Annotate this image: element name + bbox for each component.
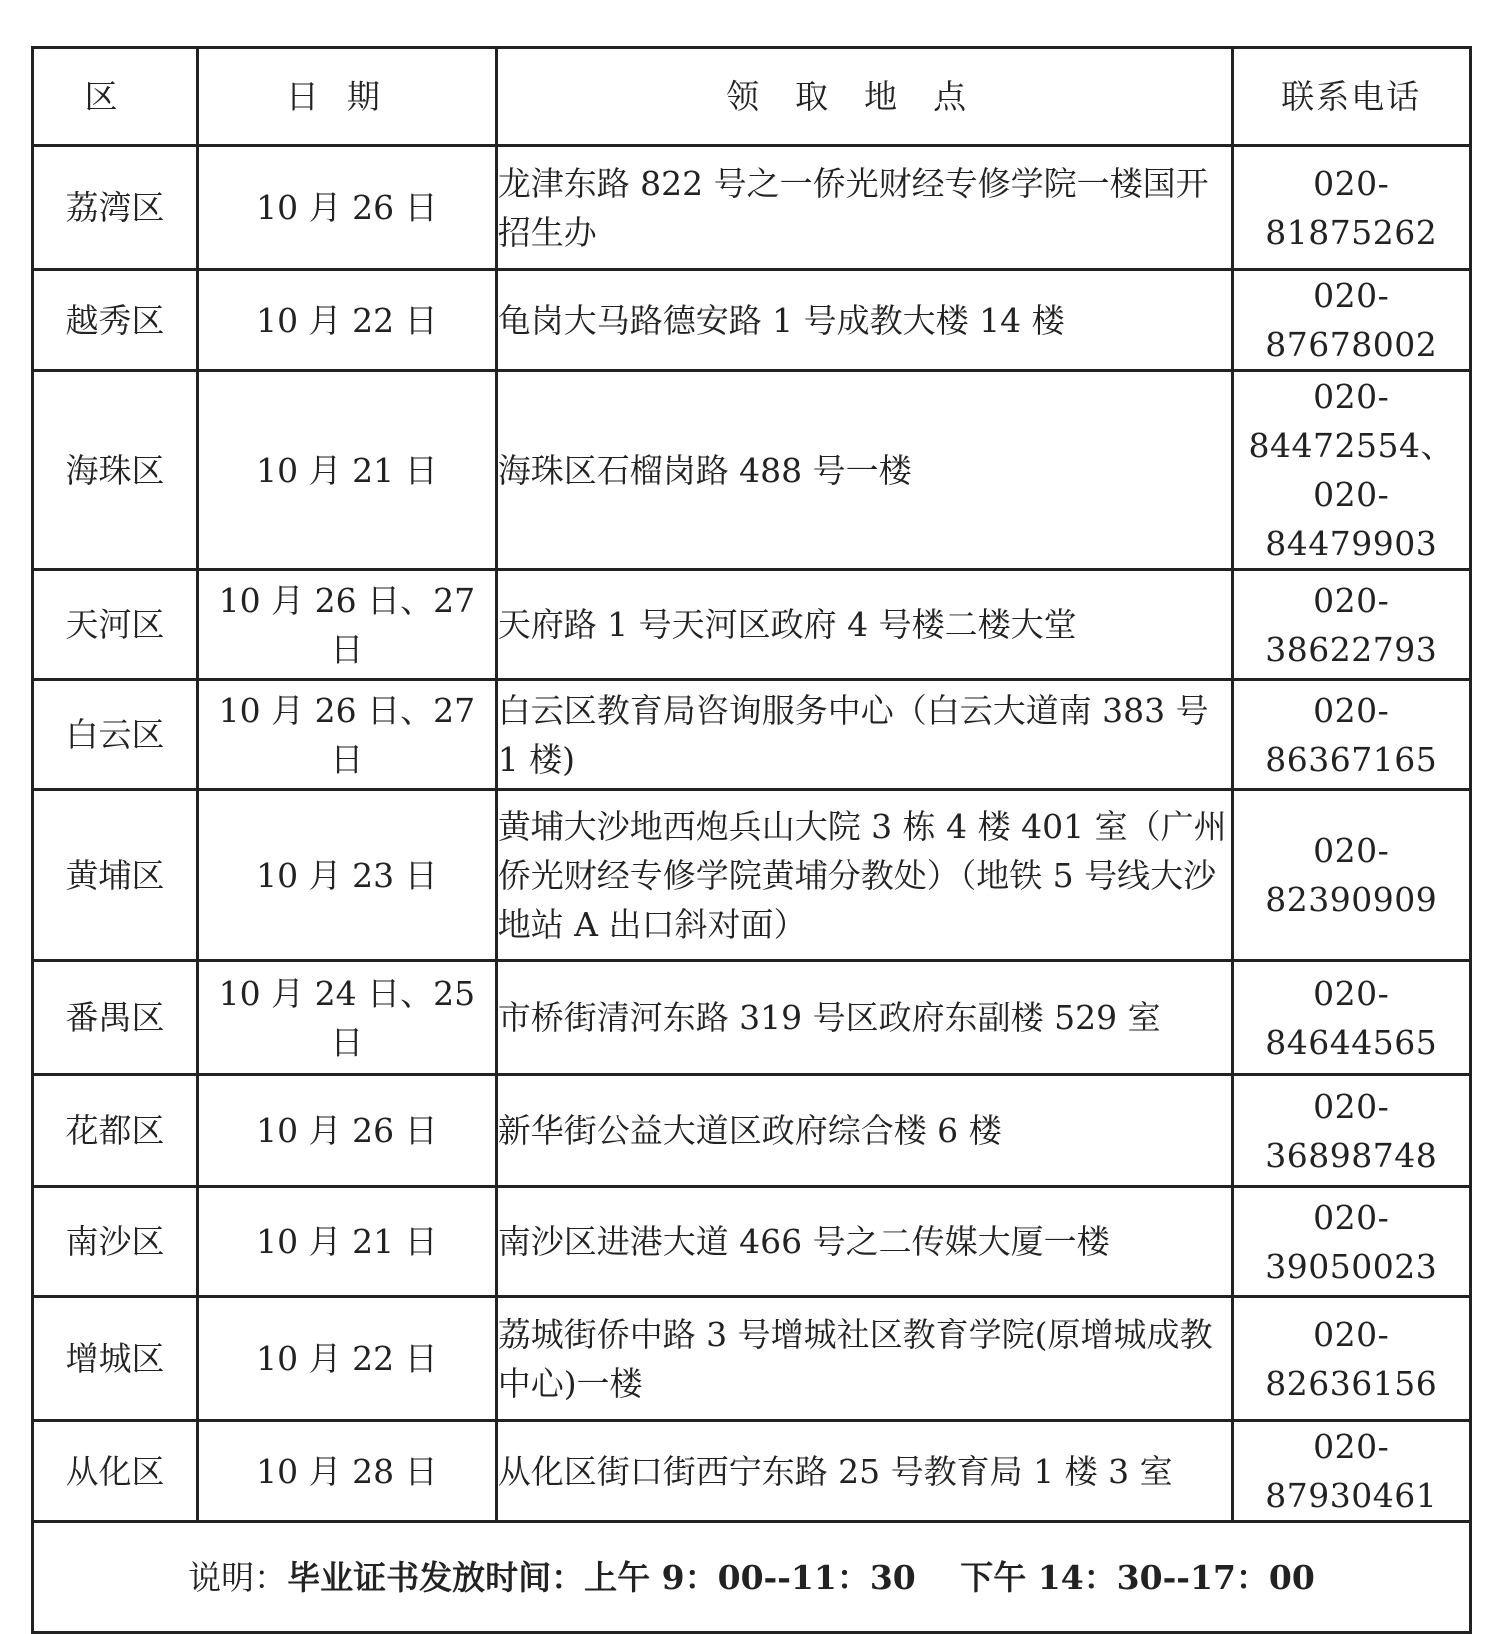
district-cell: 白云区: [33, 680, 198, 790]
date-cell: 10 月 22 日: [198, 270, 497, 371]
location-cell: 海珠区石榴岗路 488 号一楼: [496, 371, 1232, 570]
date-cell: 10 月 26 日: [198, 1075, 497, 1187]
table-row: [33, 146, 1471, 270]
location-cell: 从化区街口街西宁东路 25 号教育局 1 楼 3 室: [496, 1421, 1232, 1522]
header-row: [33, 48, 1471, 146]
phone-cell: 020-82390909: [1232, 790, 1471, 961]
district-cell: 荔湾区: [33, 146, 198, 270]
location-cell: 南沙区进港大道 466 号之二传媒大厦一楼: [496, 1187, 1232, 1297]
location-cell: 白云区教育局咨询服务中心（白云大道南 383 号 1 楼): [496, 680, 1232, 790]
date-cell: 10 月 26 日、27 日: [198, 680, 497, 790]
date-cell: 10 月 26 日: [198, 146, 497, 270]
phone-cell: 020-81875262: [1232, 146, 1471, 270]
district-cell: 番禺区: [33, 961, 198, 1075]
phone-cell: 020-38622793: [1232, 570, 1471, 680]
table-row: [33, 1187, 1471, 1297]
table-row: [33, 680, 1471, 790]
district-cell: 海珠区: [33, 371, 198, 570]
date-cell: 10 月 26 日、27 日: [198, 570, 497, 680]
date-cell: 10 月 21 日: [198, 371, 497, 570]
location-cell: 天府路 1 号天河区政府 4 号楼二楼大堂: [496, 570, 1232, 680]
district-cell: 南沙区: [33, 1187, 198, 1297]
table-row: [33, 1297, 1471, 1421]
table-row: [33, 1075, 1471, 1187]
location-cell: 龟岗大马路德安路 1 号成教大楼 14 楼: [496, 270, 1232, 371]
date-cell: 10 月 23 日: [198, 790, 497, 961]
district-cell: 越秀区: [33, 270, 198, 371]
location-cell: 龙津东路 822 号之一侨光财经专修学院一楼国开招生办: [496, 146, 1232, 270]
district-cell: 从化区: [33, 1421, 198, 1522]
location-cell: 荔城街侨中路 3 号增城社区教育学院(原增城成教中心)一楼: [496, 1297, 1232, 1421]
note-label: 说明：: [188, 1557, 288, 1597]
phone-cell: 020-84472554、 020-84479903: [1232, 371, 1471, 570]
table-row: [33, 1421, 1471, 1522]
district-cell: 花都区: [33, 1075, 198, 1187]
district-cell: 增城区: [33, 1297, 198, 1421]
certificate-pickup-table: [31, 46, 1472, 1634]
header-district: 区: [33, 48, 198, 146]
phone-cell: 020-39050023: [1232, 1187, 1471, 1297]
header-date: 日期: [198, 48, 497, 146]
note-cell: [33, 1522, 1471, 1633]
phone-cell: 020-82636156: [1232, 1297, 1471, 1421]
phone-cell: 020-36898748: [1232, 1075, 1471, 1187]
district-cell: 黄埔区: [33, 790, 198, 961]
date-cell: 10 月 28 日: [198, 1421, 497, 1522]
header-location: 领取地点: [496, 48, 1232, 146]
phone-cell: 020-86367165: [1232, 680, 1471, 790]
location-cell: 市桥街清河东路 319 号区政府东副楼 529 室: [496, 961, 1232, 1075]
note-row: [33, 1522, 1471, 1633]
table-row: [33, 371, 1471, 570]
district-cell: 天河区: [33, 570, 198, 680]
date-cell: 10 月 22 日: [198, 1297, 497, 1421]
phone-cell: 020-87678002: [1232, 270, 1471, 371]
table-row: [33, 270, 1471, 371]
date-cell: 10 月 21 日: [198, 1187, 497, 1297]
phone-cell: 020-84644565: [1232, 961, 1471, 1075]
table-row: [33, 961, 1471, 1075]
location-cell: 新华街公益大道区政府综合楼 6 楼: [496, 1075, 1232, 1187]
location-cell: 黄埔大沙地西炮兵山大院 3 栋 4 楼 401 室（广州侨光财经专修学院黄埔分教处）（地铁 5 号线大沙地站 A 出口斜对面）: [496, 790, 1232, 961]
date-cell: 10 月 24 日、25 日: [198, 961, 497, 1075]
table-row: [33, 790, 1471, 961]
note-text: 毕业证书发放时间：上午 9：00--11：30 下午 14：30--17：00: [287, 1557, 1315, 1597]
table-row: [33, 570, 1471, 680]
header-phone: 联系电话: [1232, 48, 1471, 146]
phone-cell: 020-87930461: [1232, 1421, 1471, 1522]
